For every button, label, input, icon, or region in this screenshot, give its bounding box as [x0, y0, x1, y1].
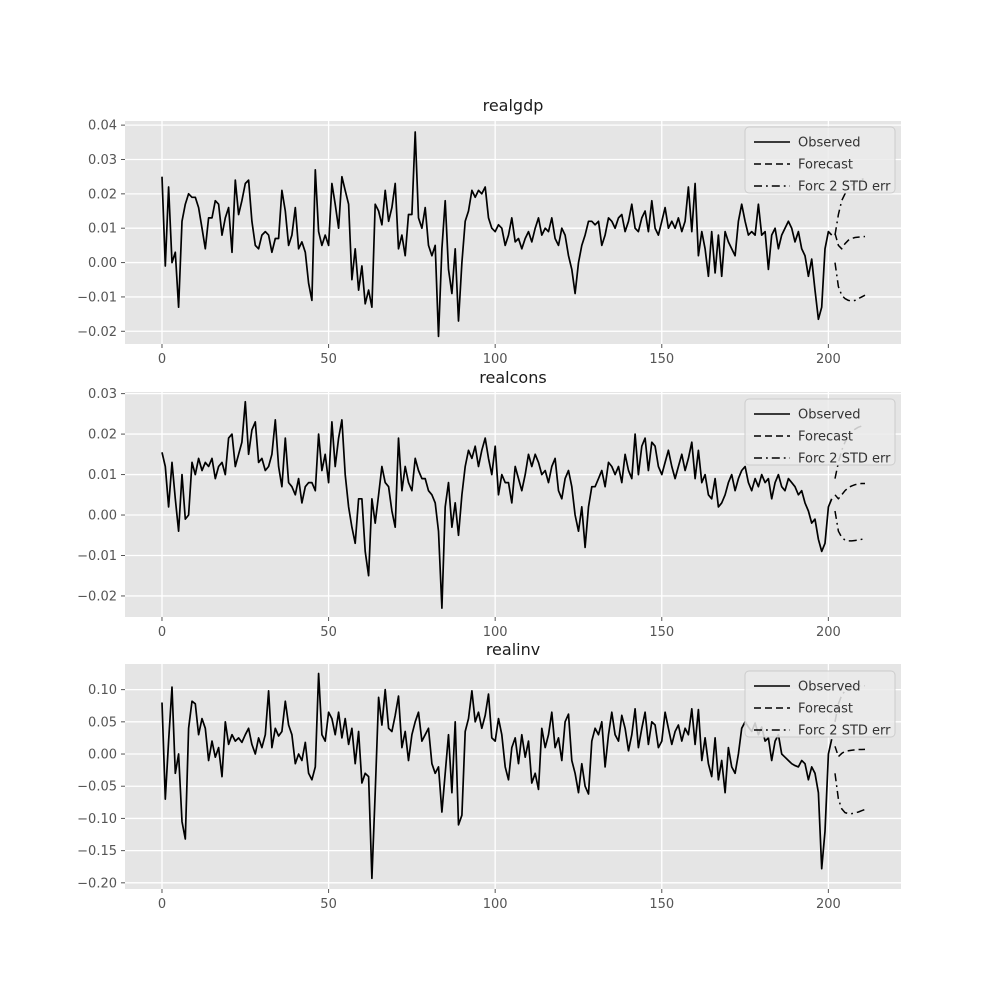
legend	[745, 127, 895, 195]
x-tick-label: 150	[649, 897, 675, 912]
y-tick-label: 0.02	[88, 427, 117, 443]
x-tick-label: 200	[815, 897, 841, 912]
x-tick-label: 50	[320, 352, 337, 367]
y-tick-label: 0.03	[88, 387, 117, 403]
x-tick-label: 200	[815, 352, 841, 367]
y-tick-label: −0.01	[77, 548, 117, 564]
y-tick-label: −0.15	[77, 844, 117, 860]
x-tick-label: 150	[649, 625, 675, 640]
legend-label: Forc 2 STD err	[798, 179, 891, 195]
subplot-title: realinv	[485, 640, 541, 659]
y-tick-label: 0.01	[88, 468, 117, 484]
y-tick-label: 0.04	[88, 118, 117, 134]
x-tick-label: 100	[482, 897, 508, 912]
y-tick-label: −0.02	[77, 324, 117, 340]
x-tick-label: 100	[482, 625, 508, 640]
y-tick-label: 0.02	[88, 187, 117, 203]
subplot-title: realgdp	[482, 96, 544, 115]
y-tick-label: 0.00	[88, 747, 117, 763]
x-tick-label: 50	[320, 625, 337, 640]
y-tick-label: −0.20	[77, 876, 117, 892]
legend-label: Forc 2 STD err	[798, 451, 891, 467]
legend	[745, 671, 895, 739]
y-tick-label: −0.01	[77, 290, 117, 306]
x-tick-label: 0	[157, 625, 167, 640]
x-tick-label: 100	[482, 352, 508, 367]
legend-label: Forc 2 STD err	[798, 723, 891, 739]
y-tick-label: −0.10	[77, 811, 117, 827]
x-tick-label: 200	[815, 625, 841, 640]
legend-label: Observed	[798, 407, 861, 423]
legend-label: Forecast	[798, 157, 854, 173]
subplot-realinv	[77, 640, 901, 912]
legend-label: Forecast	[798, 429, 854, 445]
y-tick-label: −0.05	[77, 779, 117, 795]
subplot-realcons	[77, 368, 901, 640]
legend-label: Observed	[798, 135, 861, 151]
legend	[745, 399, 895, 467]
y-tick-label: 0.03	[88, 152, 117, 168]
y-tick-label: −0.02	[77, 589, 117, 605]
y-tick-label: 0.00	[88, 256, 117, 272]
x-tick-label: 0	[157, 352, 167, 367]
x-tick-label: 0	[157, 897, 167, 912]
x-tick-label: 50	[320, 897, 337, 912]
y-tick-label: 0.00	[88, 508, 117, 524]
x-tick-label: 150	[649, 352, 675, 367]
y-tick-label: 0.05	[88, 715, 117, 731]
legend-label: Forecast	[798, 701, 854, 717]
y-tick-label: 0.01	[88, 221, 117, 237]
legend-label: Observed	[798, 679, 861, 695]
y-tick-label: 0.10	[88, 683, 117, 699]
subplot-realgdp	[77, 96, 901, 367]
subplot-title: realcons	[479, 368, 547, 387]
